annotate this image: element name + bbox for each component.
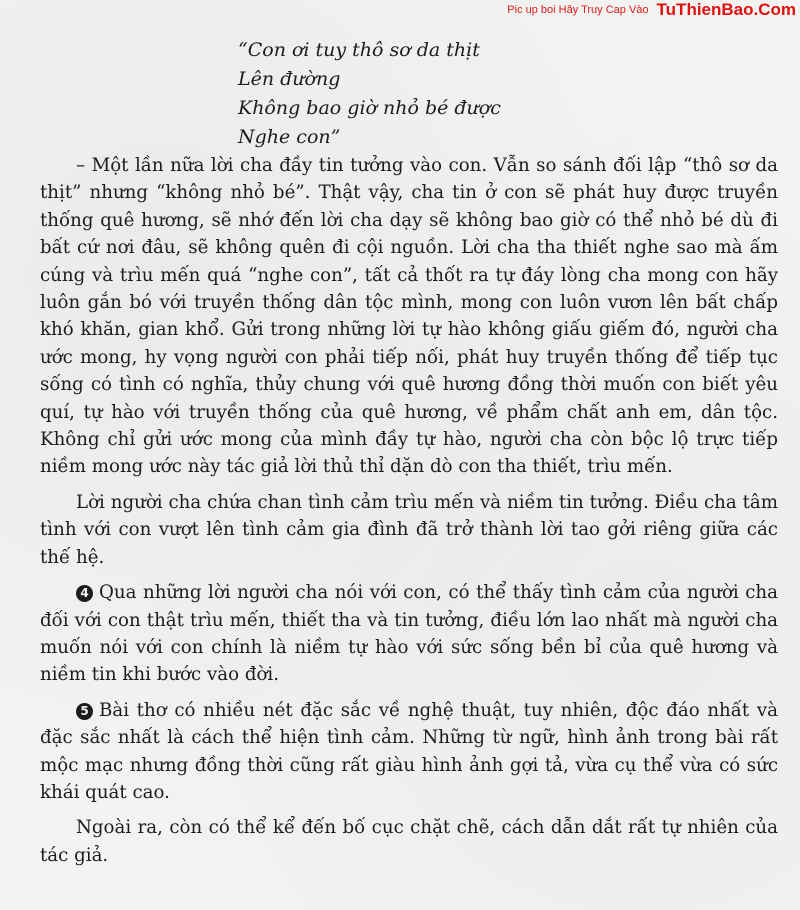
watermark-brand: TuThienBao.Com <box>656 0 796 19</box>
paragraph-father-feelings <box>40 489 778 571</box>
watermark <box>507 0 796 20</box>
poem-line: Nghe con” <box>238 126 341 148</box>
watermark-caption: Pic up boi Hây Truy Cap Vào <box>507 4 649 16</box>
paragraph-text: Qua những lời người cha nói với con, có thể thấy tình cảm của người cha đối với con thật trìu mến, thiết tha và tin tưởng, điều lớn lao nhất mà người cha muốn nói với con chính là niềm tự hào với sức sống bền bỉ của quê hương và niềm tin khi bước vào đời. <box>40 582 778 686</box>
paragraph-text: Bài thơ có nhiều nét đặc sắc về nghệ thuật, tuy nhiên, độc đáo nhất và đặc sắc nhất là cách thể hiện tình cảm. Những từ ngữ, hình ảnh trong bài rất mộc mạc nhưng đồng thời cũng rất giàu hình ảnh gợi tả, vừa cụ thể vừa có sức khái quát cao. <box>40 699 778 803</box>
number-badge: 4 <box>76 585 93 602</box>
paragraph-text: – Một lần nữa lời cha đầy tin tưởng vào con. Vẫn so sánh đối lập “thô sơ da thịt” nhưng “không nhỏ bé”. Thật vậy, cha tin ở con sẽ phát huy được truyền thống quê hương, sẽ nhớ đến lời cha dạy sẽ không bao giờ có thể nhỏ bé dù đi bất cứ nơi đâu, sẽ không quên đi cội nguồn. Lời cha tha thiết nghe sao mà ấm cúng và trìu mến quá “nghe con”, tất cả thốt ra tự đáy lòng cha mong con hãy luôn gắn bó với truyền thống dân tộc mình, mong con luôn vươn lên bất chấp khó khăn, gian khổ. Gửi trong những lời tự hào không giấu giếm đó, người cha ước mong, hy vọng người con phải tiếp nối, phát huy truyền thống để tiếp tục sống có tình có nghĩa, thủy chung với quê hương đồng thời muốn con biết yêu quí, tự hào với truyền thống của quê hương, về phẩm chất anh em, dân tộc. Không chỉ gửi ước mong của mình đầy tự hào, người cha còn bộc lộ trực tiếp niềm mong ước này tác giả lời thủ thỉ dặn dò con tha thiết, trìu mến. <box>40 155 778 478</box>
poem-line: Lên đường <box>238 68 341 90</box>
poem-excerpt <box>238 36 501 152</box>
analysis-text <box>40 152 778 877</box>
number-badge: 5 <box>76 703 93 720</box>
paragraph-answer-5 <box>40 697 778 807</box>
paragraph-text: Ngoài ra, còn có thể kể đến bố cục chặt chẽ, cách dẫn dắt rất tự nhiên của tác giả. <box>40 817 778 866</box>
paragraph-conclusion <box>40 814 778 869</box>
poem-line: “Con ơi tuy thô sơ da thịt <box>238 39 480 61</box>
paragraph-answer-4 <box>40 579 778 689</box>
paragraph-text: Lời người cha chứa chan tình cảm trìu mến và niềm tin tưởng. Điều cha tâm tình với con vượt lên tình cảm gia đình đã trở thành lời tao gởi riêng giữa các thế hệ. <box>40 491 778 568</box>
paragraph-father-belief <box>40 152 778 481</box>
poem-line: Không bao giờ nhỏ bé được <box>238 97 501 119</box>
